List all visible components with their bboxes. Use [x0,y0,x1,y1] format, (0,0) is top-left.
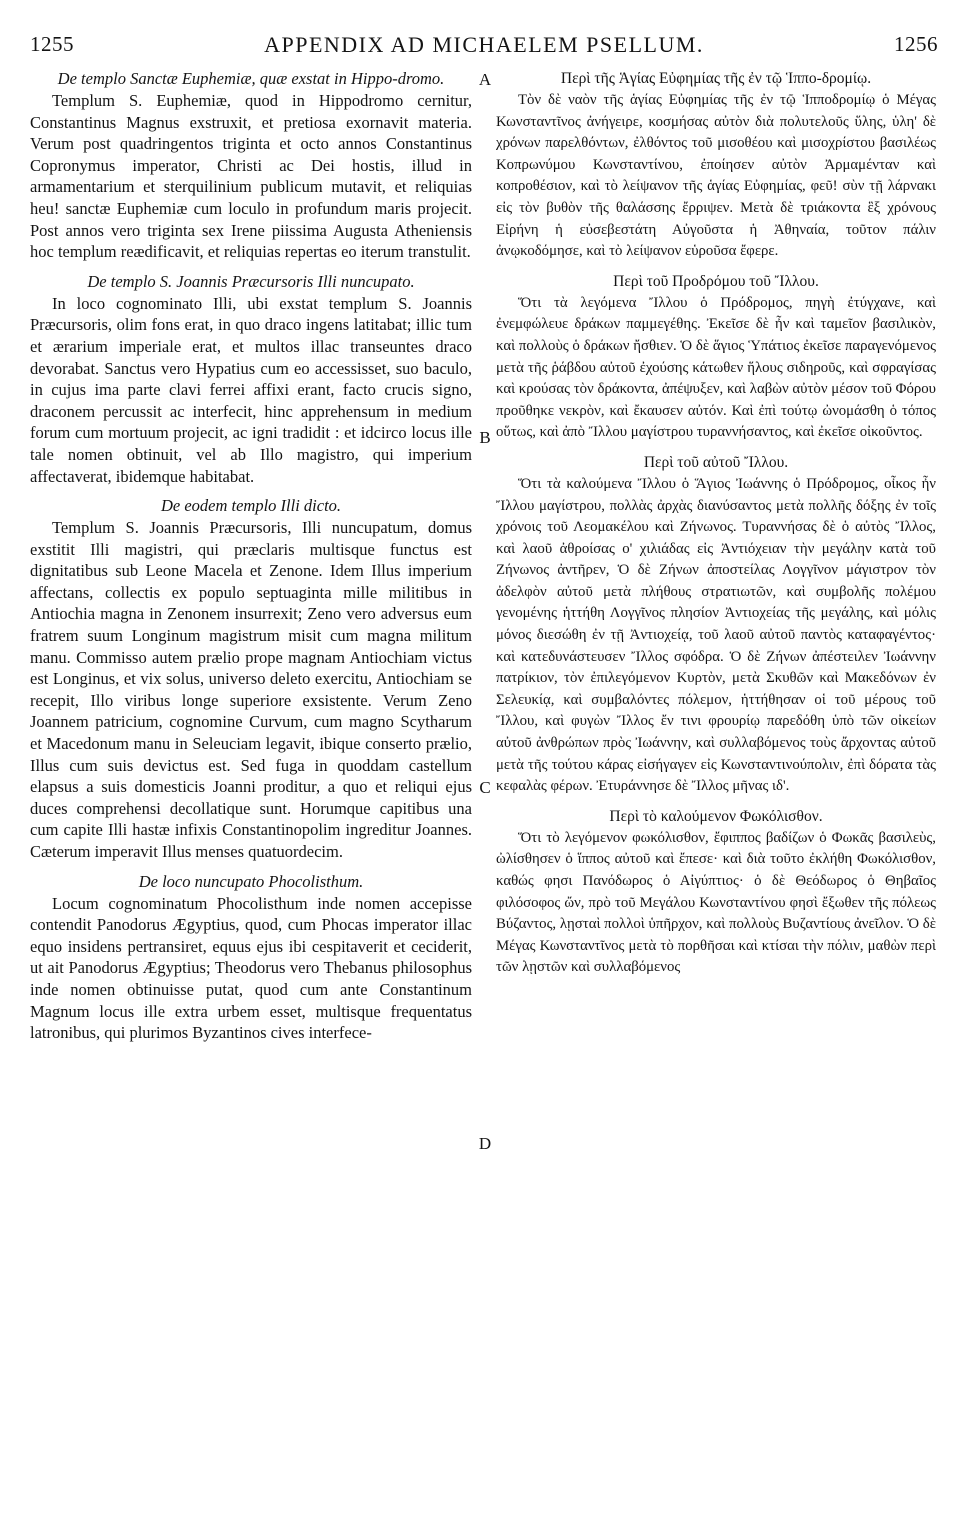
margin-letter-b: B [479,428,491,447]
page-number-left: 1255 [30,32,74,56]
margin-letter-c: C [479,778,491,797]
latin-text-illus: Templum S. Joannis Præcursoris, Illi nuncupatum, domus exstitit Illi magistri, qui præclaris multisque functus est dignitatibus sub Leone Macela et Zenone. Idem Illus imperium affectans, collectis ex populo septuaginta mille militibus in Antiochia magna in Zenonem insurrexit; Zeno vero adversus eum fratrem suum Longinum magistrum misit cum magna militum manu. Commisso autem prælio prope magnam Antiochiam victus est Longinus, et vix solus, universo deleto exercitu, Antiochiam se recepit, Illo viribus longe superiore exsistente. Verum Zeno Joannem patricium, cognomine Curvum, cum magno Scytharum et Macedonum manu in Seleuciam legavit, ibique conserto prælio, Illus cum suis devictus est. Sed fuga in quoddam castellum elapsus a suis domesticis Joanni proditur, a quo et reliqui ejus duces comprehensi decollatique sunt. Horumque capitibus una cum capite Illi hastæ infixis Constantinopolim ingreditur Joannes. Cæterum imperavit Illus menses quatuordecim. [30,518,472,861]
margin-letter-a: A [478,70,492,89]
latin-heading-praecursor: De templo S. Joannis Præcursoris Illi nuncupato. [87,271,415,291]
greek-text-phokolisthon: Ὅτι τὸ λεγόμενον φωκόλισθον, ἔφιππος βαδίζων ὁ Φωκᾶς βασιλεὺς, ὠλίσθησεν ὁ ἵππος αὐτοῦ καὶ ἔπεσε· καὶ διὰ τοῦτο ἐκλήθη Φωκόλισθον, καθώς φησι Πανόδωρος ὁ Αἰγύπτιος· ὁ δὲ Θεόδωρος ὁ Θηβαῖος φιλόσοφος ὤν, πρὸ τοῦ Μεγάλου Κωνσταντίνου φησὶ ἔξωθεν τῆς πόλεως Βύζαντος, λῃσταὶ πολλοὶ ὑπῆρχον, καὶ πολλοὺς Βυζαντίους ἀνεῖλον. Ὁ δὲ Μέγας Κωνσταντῖνος μετὰ τὸ πορθῆσαι καὶ κτίσαι τὴν πόλιν, μαθὼν περὶ τῶν λῃστῶν καὶ συλλαβόμενος [496,829,936,976]
greek-column [496,68,936,979]
greek-heading-phokolisthon: Περὶ τὸ καλούμενον Φωκόλισθον. [609,807,823,825]
greek-heading-euphemia: Περὶ τῆς Ἁγίας Εὐφημίας τῆς ἐν τῷ Ἱππο-δρομίῳ. [560,70,872,87]
latin-heading-phocolisthum: De loco nuncupato Phocolisthum. [138,871,364,891]
page-number-right: 1256 [894,32,938,56]
latin-text-praecursor: In loco cognominato Illi, ubi exstat templum S. Joannis Præcursoris, olim fons erat, in quo draco ingens latitabat; illic tum et ærarium imperiale erat, et multos illac transeuntes draco devorabat. Sanctus vero Hypatius cum eo accessisset, suo baculo, in cujus ima parte clavi ferrei affixi erant, facto crucis signo, draconem percussit ac interfecit, hinc apprehensum in medium forum cum mortuum projecit, ac igni tradidit : et idcirco locus ille tale nomen obtinuit, vel ab Illo magistro, qui imperium affectaverat, ibidemque habitabat. [30,293,472,486]
latin-text-euphemia: Templum S. Euphemiæ, quod in Hippodromo cernitur, Constantinus Magnus exstruxit, et pretiosa exornavit materia. Verum post quadringentos triginta et octo annos Constantinus Copronymus imperator, Christi ac Dei hostis, illud in armamentarium et sterquilinium publicum mutavit, et reliquias heu! sanctæ Euphemiæ cum loculo in profundum maris projecit. Post annos vero triginta sex Irene piissima Augusta Atheniensis hoc templum reædificavit, et reliquias repertas eo iterum transtulit. [30,91,472,262]
latin-text-phocolisthum: Locum cognominatum Phocolisthum inde nomen accepisse contendit Panodorus Ægyptius, quod, cum Phocas imperator illac equo insidens pertransiret, equus ejus ibi cespitaverit et ceciderit, ut ait Panodorus Ægyptius; Theodorus vero Thebanus philosophus inde nomen obtinuisse putat, quod cum ante Constantinum Magnum locus ille extra urbem esset, multisque frequentatus latronibus, qui plurimos Byzantinos cives interfece- [30,893,472,1043]
greek-heading-prodromos: Περὶ τοῦ Προδρόμου τοῦ Ἴλλου. [613,272,819,290]
running-header [30,32,938,62]
latin-heading-illus: De eodem templo Illi dicto. [160,496,342,516]
greek-heading-illus: Περὶ τοῦ αὐτοῦ Ἴλλου. [643,453,789,471]
greek-text-euphemia: Τὸν δὲ ναὸν τῆς ἁγίας Εὐφημίας τῆς ἐν τῷ Ἱπποδρομίῳ ὁ Μέγας Κωνσταντῖνος ἀνήγειρε, κοσμήσας αὐτὸν διὰ πολυτελοῦς ὕλης, ὑλη' δὲ χρόνων παρελθόντων, ἐλθόντος τοῦ μισοθέου καὶ μισοχρίστου βασιλέως Κοπρωνύμου Κωνσταντίνου, ἐποίησεν αὐτὸν Ἀρμαμένταν καὶ κοπροθέσιον, καὶ τὸ λείψανον τῆς ἁγίας Εὐφημίας, φεῦ! σὺν τῇ λάρνακι εἰς τὸν βυθὸν τῆς θαλάσσης ἔρριψεν. Μετὰ δὲ τριάκοντα ἓξ χρόνους Εἰρήνη ἡ εὐσεβεστάτη Αὐγοῦστα ἡ Ἀθηναία, τοῦτον πάλιν ἀνῳκοδόμησε, καὶ τὸ λείψανον εὑροῦσα ἔφερε. [496,92,936,260]
greek-text-prodromos: Ὅτι τὰ λεγόμενα Ἴλλου ὁ Πρόδρομος, πηγὴ ἐτύγχανε, καὶ ἐνεμφώλευε δράκων παμμεγέθης. Ἐκεῖσε δὲ ἦν καὶ ταμεῖον βασιλικὸν, καὶ πολλοὺς ὁ δράκων ἤσθιεν. Ὁ δὲ ἅγιος Ὑπάτιος ἐκεῖσε παραγενόμενος μετὰ τῆς ῥάβδου αὐτοῦ ἐχούσης κάτωθεν ἥλους σιδηροῦς, καὶ σφραγίσας καὶ κρούσας τὸν δράκοντα, ἀπέψυξεν, καὶ λαβὼν αὐτὸν μέσον τοῦ Φόρου προῦθηκε νεκρὸν, καὶ ἔκαυσεν αὐτόν. Καὶ ἐπὶ τούτῳ ὠνομάσθη ὁ τόπος οὕτως, καὶ ἀπὸ Ἴλλου μαγίστρου τυραννήσαντος, καὶ ἐκεῖσε οἰκοῦντος. [496,294,936,441]
greek-text-illus: Ὅτι τὰ καλούμενα Ἴλλου ὁ Ἅγιος Ἰωάννης ὁ Πρόδρομος, οἶκος ἦν Ἴλλου μαγίστρου, πολλὰς ἀρχὰς διανύσαντος μετὰ πολλῆς δόξης ἐν τοῖς χρόνοις τοῦ Λεομακέλου καὶ Ζήνωνος. Τυραννήσας δὲ ὁ αὐτὸς Ἴλλος, καὶ λαοῦ ἀθροίσας ο' χιλιάδας εἰς Ἀντιόχειαν τὴν μεγάλην κατὰ τοῦ Ζήνωνος ἀντῆρεν, Ὁ δὲ Ζήνων ἀποστείλας Λογγῖνον μάγιστρον τὸν ἀδελφὸν αὐτοῦ μετὰ πλήθους στρατιωτῶν, καὶ συμβολῆς πολέμου γενομένης ἡττήθη Λογγῖνος πλησίον Ἀντιοχείας τῆς μεγάλης, καὶ μόλις μόνος διεσώθη ἐν τῇ Ἀντιοχείᾳ, τοῦ λαοῦ αὐτοῦ παντὸς καταφαγέντος· καὶ κατεδυνάστευσεν Ἴλλος σφόδρα. Ὁ δὲ Ζήνων ἀπέστειλεν Ἰωάννην πατρίκιον, τὸν ἐπιλεγόμενον Κυρτὸν, μετὰ Σκυθῶν καὶ Μακεδόνων ἐν Σελευκίᾳ, καὶ συμβαλόντες πόλεμον, ἡττήθησαν οἱ τοῦ μέρους τοῦ Ἴλλου, καὶ φυγὼν Ἴλλος ἔν τινι φρουρίῳ παρεδόθη ὑπὸ τῶν οἰκείων αὐτοῦ ἀνθρώπων πρὸς Ἰωάννην, καὶ συλλαβόμενος τοὺς ἄρχοντας αὐτοῦ μετὰ τῆς τούτου κάρας εἰσήγαγεν εἰς Κωνσταντινούπολιν, ἐπὶ δόρατα τὰς κεφαλὰς φέρων. Ἐτυράννησε δὲ Ἴλλος μῆνας ιδ'. [496,475,936,795]
latin-column [30,68,472,1044]
margin-letter-d: D [478,1134,492,1153]
running-title: APPENDIX AD MICHAELEM PSELLUM. [264,32,704,57]
latin-heading-euphemia: De templo Sanctæ Euphemiæ, quæ exstat in Hippo-dromo. [57,69,445,88]
